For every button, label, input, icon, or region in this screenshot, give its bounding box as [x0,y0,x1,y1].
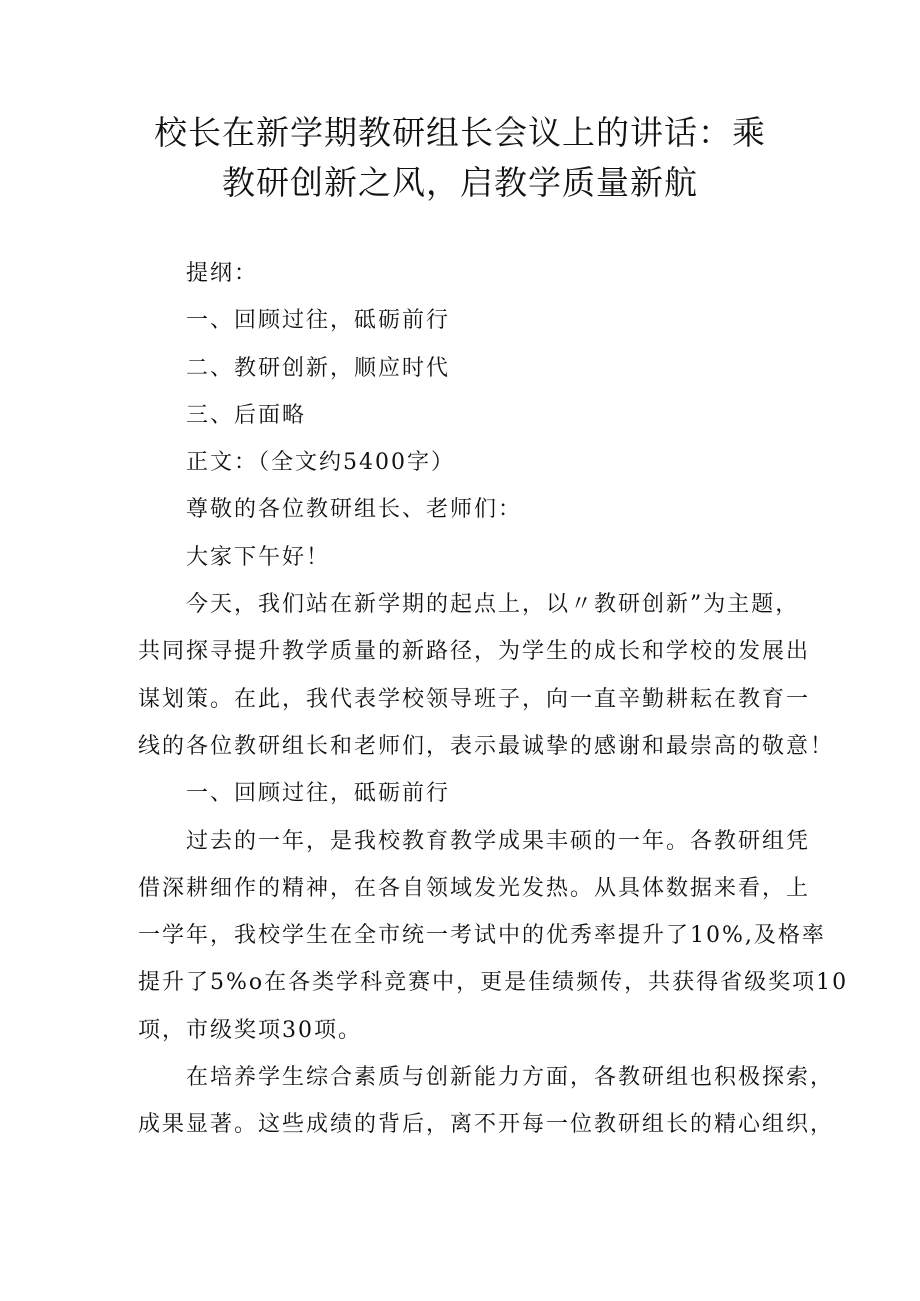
greeting: 大家下午好！ [186,544,331,570]
paragraph-opening [138,581,835,770]
paragraph-line: 今天，我们站在新学期的起点上，以〃教研创新”为主题， [186,592,800,618]
paragraph-line: 借深耕细作的精神，在各自领域发光发热。从具体数据来看，上 [138,875,811,901]
document-title [130,108,790,208]
section-heading: 一、回顾过往，砥砺前行 [186,781,451,807]
outline-item: 一、回顾过往，砥砺前行 [186,308,451,334]
document-body [138,250,849,1149]
title-line-1: 校长在新学期教研组长会议上的讲话：乘 [154,113,766,152]
outline-item: 二、教研创新，顺应时代 [186,355,451,381]
outline-item: 三、后面略 [186,402,307,428]
paragraph-line: 过去的一年，是我校教育教学成果丰硕的一年。各教研组凭 [186,828,811,854]
body-label: 正文：（全文约5400字） [186,450,455,476]
outline-label: 提纲： [186,261,259,286]
paragraph-line: 成果显著。这些成绩的背后，离不开每一位教研组长的精心组织， [138,1112,835,1138]
title-line-2: 教研创新之风，启教学质量新航 [222,163,698,202]
paragraph-line: 在培养学生综合素质与创新能力方面，各教研组也积极探索， [186,1065,835,1091]
paragraph-line: 提升了5%o在各类学科竞赛中，更是佳绩频传，共获得省级奖项10 [138,970,849,996]
paragraph-review [138,818,849,1054]
paragraph-line: 一学年，我校学生在全市统一考试中的优秀率提升了10%,及格率 [138,923,826,949]
paragraph-line: 项，市级奖项30项。 [138,1017,362,1043]
salutation: 尊敬的各位教研组长、老师们： [186,497,523,523]
paragraph-line: 共同探寻提升教学质量的新路径，为学生的成长和学校的发展出 [138,639,811,665]
paragraph-achievements [138,1054,835,1149]
paragraph-line: 线的各位教研组长和老师们，表示最诚挚的感谢和最崇高的敬意！ [138,733,835,759]
paragraph-line: 谋划策。在此，我代表学校领导班子，向一直辛勤耕耘在教育一 [138,686,811,712]
